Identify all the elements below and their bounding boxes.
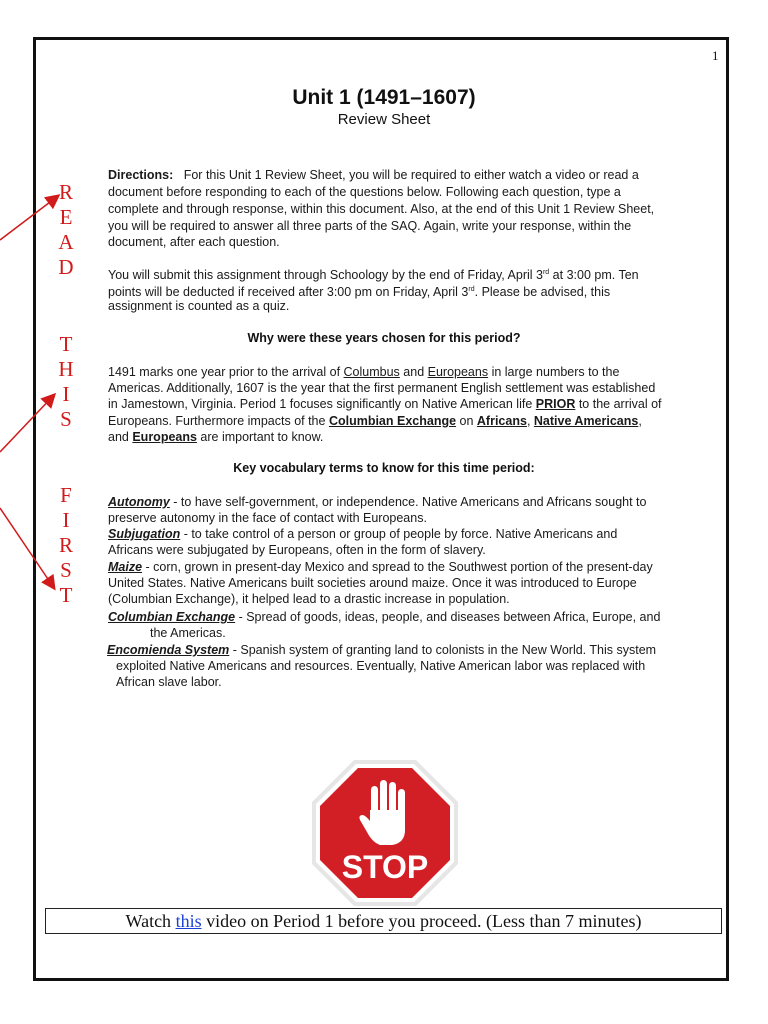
submit-line: points will be deducted if received after 3:00 pm on Friday, April 3rd. Please be advised, this (108, 285, 611, 300)
video-instruction: Watch this video on Period 1 before you proceed. (Less than 7 minutes) (45, 908, 722, 934)
side-letter: S (60, 558, 72, 582)
arrow-read (0, 196, 58, 240)
page-subtitle: Review Sheet (337, 111, 431, 128)
why-line: in Jamestown, Virginia. Period 1 focuses significantly on Native American life PRIOR to the arrival of (108, 397, 662, 411)
vocab-line: (Columbian Exchange), it helped lead to a drastic increase in population. (108, 592, 510, 606)
vocab-heading: Key vocabulary terms to know for this time period: (233, 461, 535, 475)
vocab-line: exploited Native Americans and resources. Eventually, Native American labor was replaced with (116, 659, 646, 673)
directions-line: complete and through response, within this document. Also, at the end of this Unit 1 Review Sheet, (108, 202, 655, 216)
side-letter: A (58, 230, 74, 254)
side-letter: T (59, 583, 73, 607)
submit-line: You will submit this assignment through Schoology by the end of Friday, April 3rd at 3:00 pm. Ten (108, 268, 639, 283)
arrow-this (0, 395, 54, 452)
stop-text: STOP (341, 849, 429, 885)
vocab-line: the Americas. (150, 626, 226, 640)
side-letter: D (58, 255, 74, 279)
submit-line: assignment is counted as a quiz. (108, 299, 290, 313)
directions-line: document before responding to each of the questions below. Following each question, type a (108, 185, 621, 199)
vocab-encomienda: Encomienda System - Spanish system of granting land to colonists in the New World. This system (107, 643, 657, 657)
vocab-subjugation: Subjugation - to take control of a person or group of people by force. Native Americans and (108, 527, 618, 541)
vocab-line: preserve autonomy in the face of contact with Europeans. (108, 511, 427, 525)
why-line: and Europeans are important to know. (108, 430, 324, 444)
directions-line: you will be required to answer all three parts of the SAQ. Again, write your response, within the (108, 219, 632, 233)
side-letter: H (58, 357, 74, 381)
side-letter: R (58, 180, 73, 204)
vocab-columbian-exchange: Columbian Exchange - Spread of goods, ideas, people, and diseases between Africa, Europe, and (108, 610, 661, 624)
side-letter: T (59, 332, 73, 356)
side-letter: F (60, 483, 72, 507)
vocab-line: Africans were subjugated by Europeans, often in the form of slavery. (108, 543, 486, 557)
vocab-line: United States. Native Americans built societies around maize. Once it was introduced to Europe (108, 576, 637, 590)
side-letter: S (60, 407, 72, 431)
directions-line: document, after each question. (108, 235, 280, 249)
why-heading: Why were these years chosen for this period? (247, 331, 521, 345)
page-title: Unit 1 (1491–1607) (292, 86, 476, 109)
vocab-autonomy: Autonomy - to have self-government, or independence. Native Americans and Africans sought to (108, 495, 647, 509)
video-link[interactable]: this (175, 911, 202, 931)
page-number: 1 (712, 48, 719, 63)
vocab-maize: Maize - corn, grown in present-day Mexico and spread to the Southwest portion of the present-day (108, 560, 653, 574)
stop-sign (310, 758, 460, 908)
side-letter: R (58, 533, 73, 557)
why-line: 1491 marks one year prior to the arrival of Columbus and Europeans in large numbers to the (108, 365, 620, 379)
side-letter: E (59, 205, 73, 229)
side-letter: I (62, 508, 70, 532)
directions-line: Directions: For this Unit 1 Review Sheet, you will be required to either watch a video or read a (108, 168, 639, 182)
vocab-line: African slave labor. (116, 675, 222, 689)
side-letter: I (62, 382, 70, 406)
why-line: Europeans. Furthermore impacts of the Columbian Exchange on Africans, Native Americans, (108, 414, 642, 428)
directions-label: Directions: (108, 168, 174, 182)
arrow-first (0, 508, 54, 588)
why-line: Americas. Additionally, 1607 is the year that the first permanent English settlement was established (108, 381, 656, 395)
